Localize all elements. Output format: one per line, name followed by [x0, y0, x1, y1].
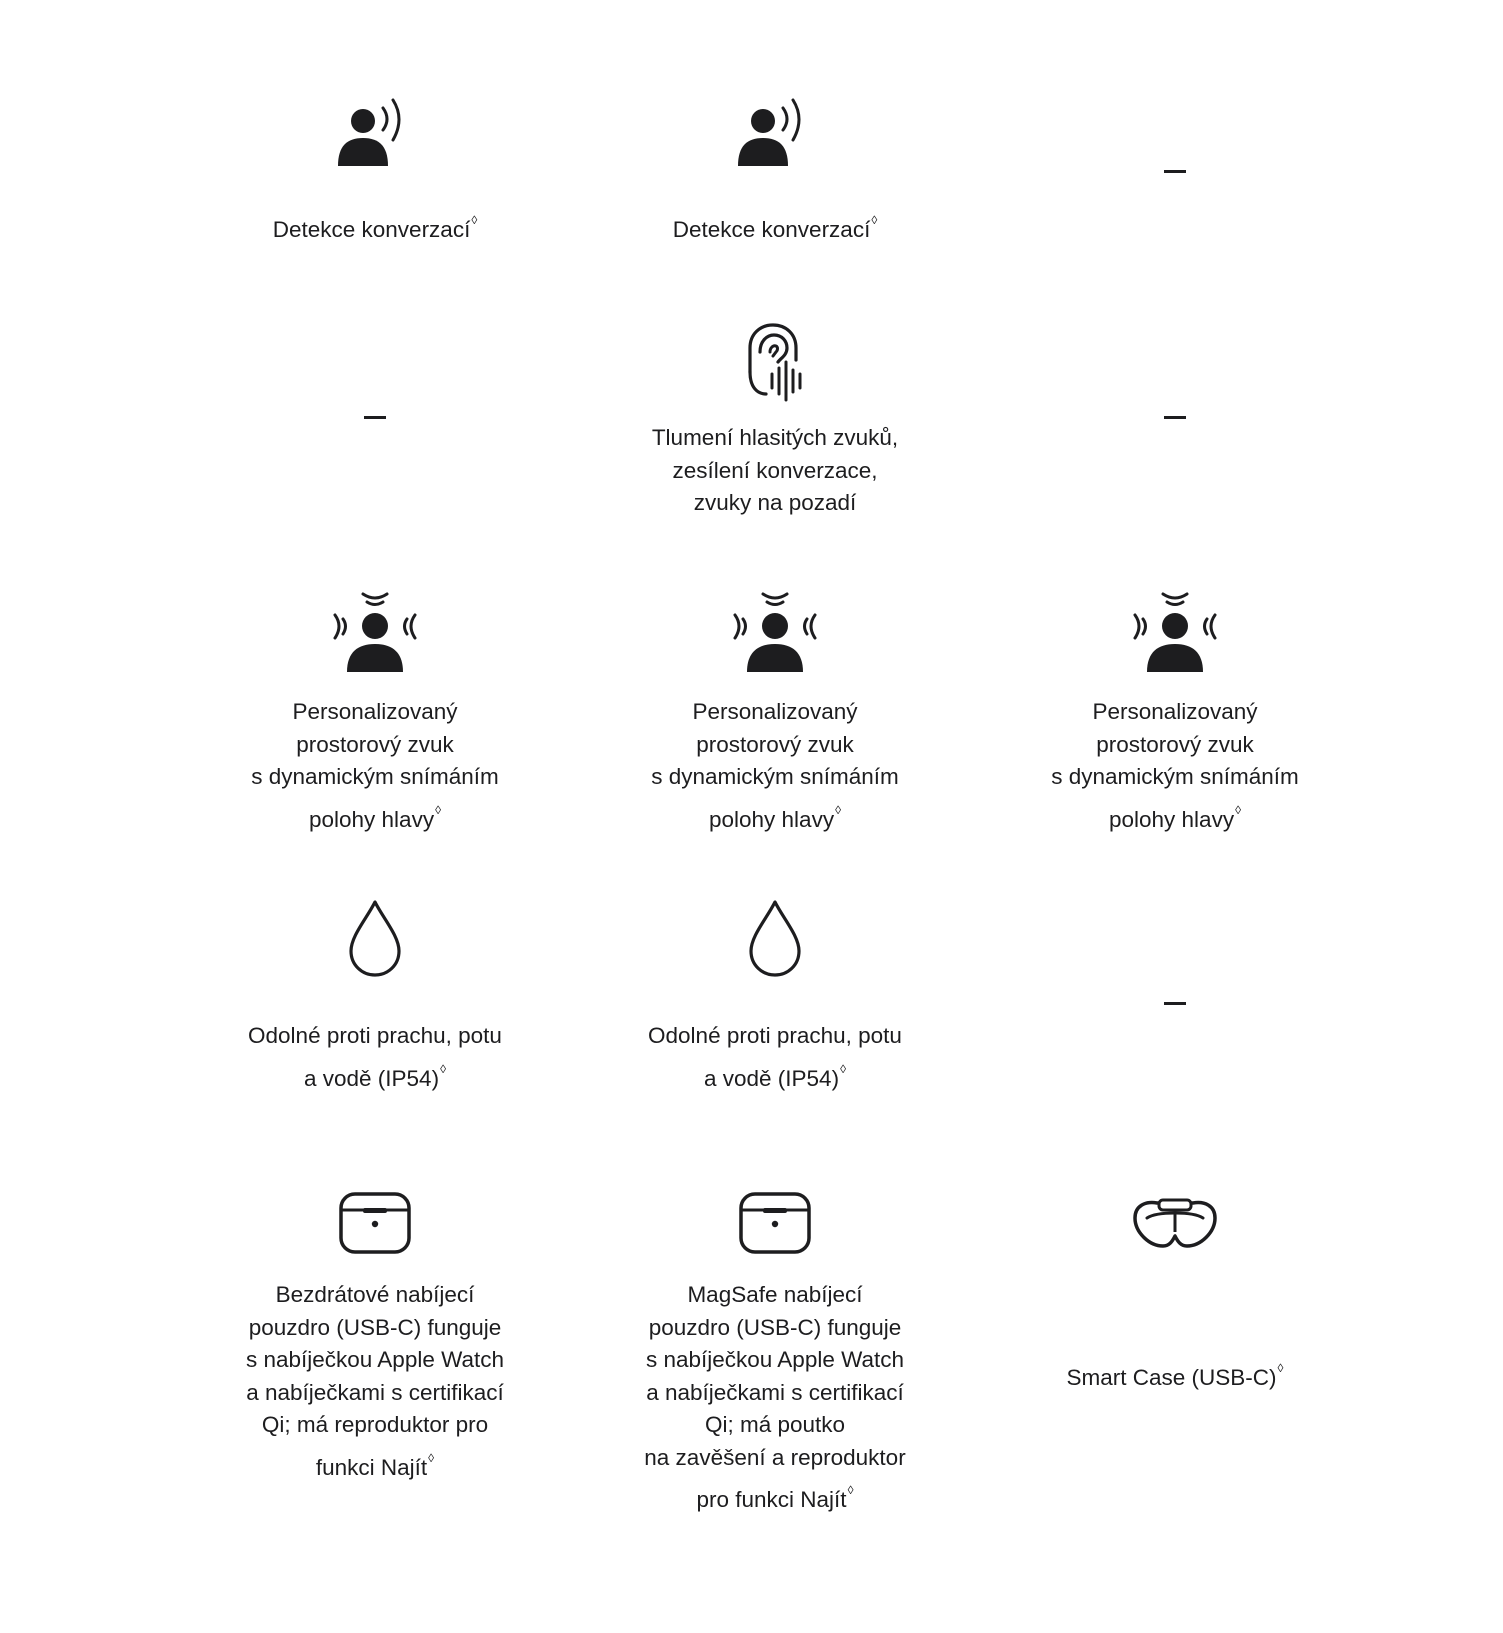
charging-case-icon: [185, 1190, 565, 1256]
footnote-mark: ◊: [847, 1483, 854, 1497]
person-wave-icon: [585, 96, 965, 168]
feature-label: Detekce konverzací◊: [672, 213, 878, 242]
spatial-audio-icon: [585, 588, 965, 674]
feature-label: Personalizovaný prostorový zvuk s dynamickým snímáním polohy hlavy◊: [1051, 699, 1299, 832]
water-drop-icon: [585, 898, 965, 978]
feature-label: MagSafe nabíjecí pouzdro (USB-C) funguje s nabíječkou Apple Watch a nabíječkami s certifikací Qi; má poutko na zavěšení a reproduktor pro funkci Najít◊: [644, 1282, 906, 1512]
not-available-dash: [1164, 170, 1186, 173]
feature-label: Odolné proti prachu, potu a vodě (IP54)◊: [648, 1023, 902, 1091]
spatial-audio-icon: [985, 588, 1365, 674]
feature-label: Detekce konverzací◊: [272, 213, 478, 242]
footnote-mark: ◊: [835, 802, 842, 817]
person-wave-icon: [185, 96, 565, 168]
footnote-mark: ◊: [840, 1061, 846, 1076]
footnote-mark: ◊: [1235, 802, 1242, 817]
ear-waveform-icon: [585, 322, 965, 404]
smart-case-icon: [985, 1196, 1365, 1252]
feature-label: Odolné proti prachu, potu a vodě (IP54)◊: [248, 1023, 502, 1091]
footnote-mark: ◊: [428, 1450, 435, 1465]
charging-case-icon: [585, 1190, 965, 1256]
spatial-audio-icon: [185, 588, 565, 674]
water-drop-icon: [185, 898, 565, 978]
not-available-dash: [1164, 416, 1186, 419]
not-available-dash: [1164, 1002, 1186, 1005]
feature-label: Tlumení hlasitých zvuků, zesílení konverzace, zvuky na pozadí: [651, 425, 899, 515]
footnote-mark: ◊: [471, 213, 478, 227]
feature-label: Personalizovaný prostorový zvuk s dynamickým snímáním polohy hlavy◊: [651, 699, 899, 832]
footnote-mark: ◊: [871, 213, 878, 227]
feature-label: Smart Case (USB-C)◊: [1066, 1361, 1284, 1390]
footnote-mark: ◊: [440, 1061, 446, 1076]
footnote-mark: ◊: [1277, 1361, 1284, 1375]
not-available-dash: [364, 416, 386, 419]
feature-label: Bezdrátové nabíjecí pouzdro (USB-C) funguje s nabíječkou Apple Watch a nabíječkami s certifikací Qi; má reproduktor pro funkci Najít◊: [245, 1282, 505, 1480]
footnote-mark: ◊: [435, 802, 442, 817]
feature-label: Personalizovaný prostorový zvuk s dynamickým snímáním polohy hlavy◊: [251, 699, 499, 832]
